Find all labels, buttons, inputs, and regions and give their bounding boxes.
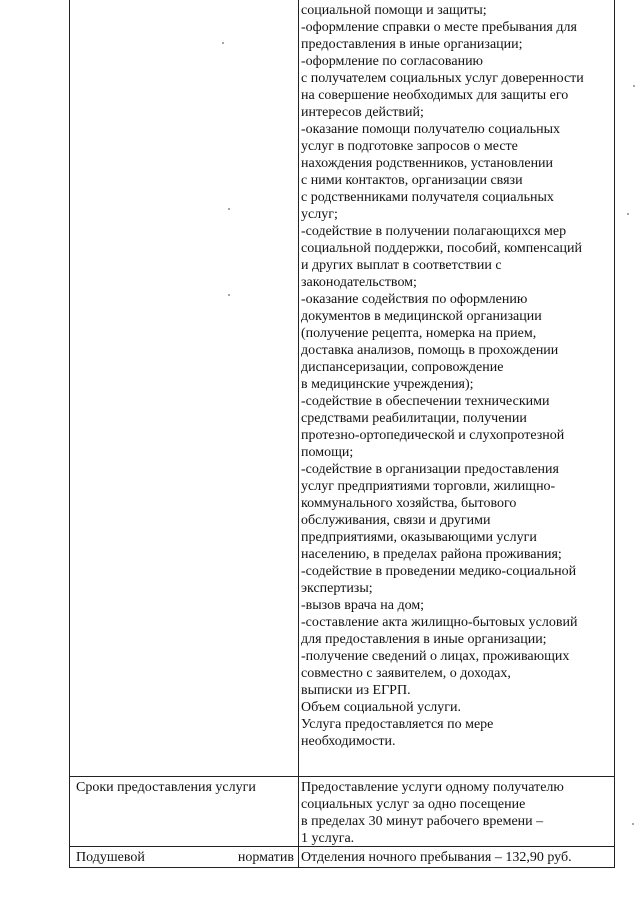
list-line: социальной поддержки, пособий, компенсаций xyxy=(301,241,583,256)
list-line: обслуживания, связи и другими xyxy=(301,513,491,528)
scan-speck xyxy=(627,213,629,215)
list-line: с родственниками получателя социальных xyxy=(301,190,554,205)
terms-line: в пределах 30 минут рабочего времени – xyxy=(301,814,544,829)
table-border-right xyxy=(614,0,615,868)
scan-speck xyxy=(632,823,634,825)
terms-label-cell xyxy=(76,779,294,796)
terms-value-cell xyxy=(301,779,610,847)
list-line: -оформление справки о месте пребывания для xyxy=(301,20,577,35)
table-column-divider xyxy=(298,0,299,868)
list-line: диспансеризации, сопровождение xyxy=(301,360,504,375)
scan-speck xyxy=(633,85,635,87)
norm-label: Подушевой норматив xyxy=(76,850,294,865)
list-line: протезно-ортопедической и слухопротезной xyxy=(301,428,565,443)
list-line: с ними контактов, организации связи xyxy=(301,173,523,188)
list-line: выписки из ЕГРП. xyxy=(301,683,411,698)
list-line: -содействие в обеспечении техническими xyxy=(301,394,550,409)
list-line: услуг предприятиями торговли, жилищно- xyxy=(301,479,556,494)
list-line: совместно с заявителем, о доходах, xyxy=(301,666,511,681)
terms-line: социальных услуг за одно посещение xyxy=(301,797,526,812)
list-line: для предоставления в иные организации; xyxy=(301,632,547,647)
list-line: -оказание содействия по оформлению xyxy=(301,292,528,307)
list-line: -оказание помощи получателю социальных xyxy=(301,122,561,137)
services-list-cell xyxy=(301,2,610,750)
list-line: -получение сведений о лицах, проживающих xyxy=(301,649,570,664)
list-line: помощи; xyxy=(301,445,354,460)
list-line: населению, в пределах района проживания; xyxy=(301,547,562,562)
list-line: документов в медицинской организации xyxy=(301,309,542,324)
list-line: законодательством; xyxy=(301,275,417,290)
list-line: необходимости. xyxy=(301,734,396,749)
list-line: коммунального хозяйства, бытового xyxy=(301,496,517,511)
list-line: нахождения родственников, установлении xyxy=(301,156,554,171)
list-line: с получателем социальных услуг доверенности xyxy=(301,71,584,86)
list-line: экспертизы; xyxy=(301,581,373,596)
list-line: Услуга предоставляется по мере xyxy=(301,717,494,732)
list-line: -содействие в проведении медико-социальной xyxy=(301,564,577,579)
list-line: в медицинские учреждения); xyxy=(301,377,474,392)
list-line: интересов действий; xyxy=(301,105,424,120)
list-line: -содействие в получении полагающихся мер xyxy=(301,224,567,239)
scan-speck xyxy=(228,294,230,296)
scan-speck xyxy=(222,42,224,44)
terms-label: Сроки предоставления услуги xyxy=(76,780,256,795)
list-line: предоставления в иные организации; xyxy=(301,37,523,52)
list-line: Объем социальной услуги. xyxy=(301,700,462,715)
list-line: услуг; xyxy=(301,207,338,222)
scan-speck xyxy=(228,208,230,210)
list-line: -составление акта жилищно-бытовых условий xyxy=(301,615,578,630)
table-border-bottom xyxy=(69,867,615,868)
list-line: средствами реабилитации, получении xyxy=(301,411,527,426)
norm-value: Отделения ночного пребывания – 132,90 руб. xyxy=(301,850,572,865)
list-line: предприятиями, оказывающими услуги xyxy=(301,530,537,545)
list-line: социальной помощи и защиты; xyxy=(301,3,487,18)
list-line: услуг в подготовке запросов о месте xyxy=(301,139,518,154)
list-line: доставка анализов, помощь в прохождении xyxy=(301,343,559,358)
list-line: (получение рецепта, номерка на прием, xyxy=(301,326,537,341)
terms-line: Предоставление услуги одному получателю xyxy=(301,780,564,795)
terms-line: 1 услуга. xyxy=(301,831,355,846)
table-border-left xyxy=(69,0,70,868)
list-line: -содействие в организации предоставления xyxy=(301,462,559,477)
list-line: и других выплат в соответствии с xyxy=(301,258,502,273)
norm-value-cell xyxy=(301,849,610,866)
list-line: -вызов врача на дом; xyxy=(301,598,425,613)
list-line: на совершение необходимых для защиты его xyxy=(301,88,569,103)
norm-label-cell xyxy=(76,849,294,866)
row-divider-terms xyxy=(69,776,615,777)
list-line: -оформление по согласованию xyxy=(301,54,484,69)
